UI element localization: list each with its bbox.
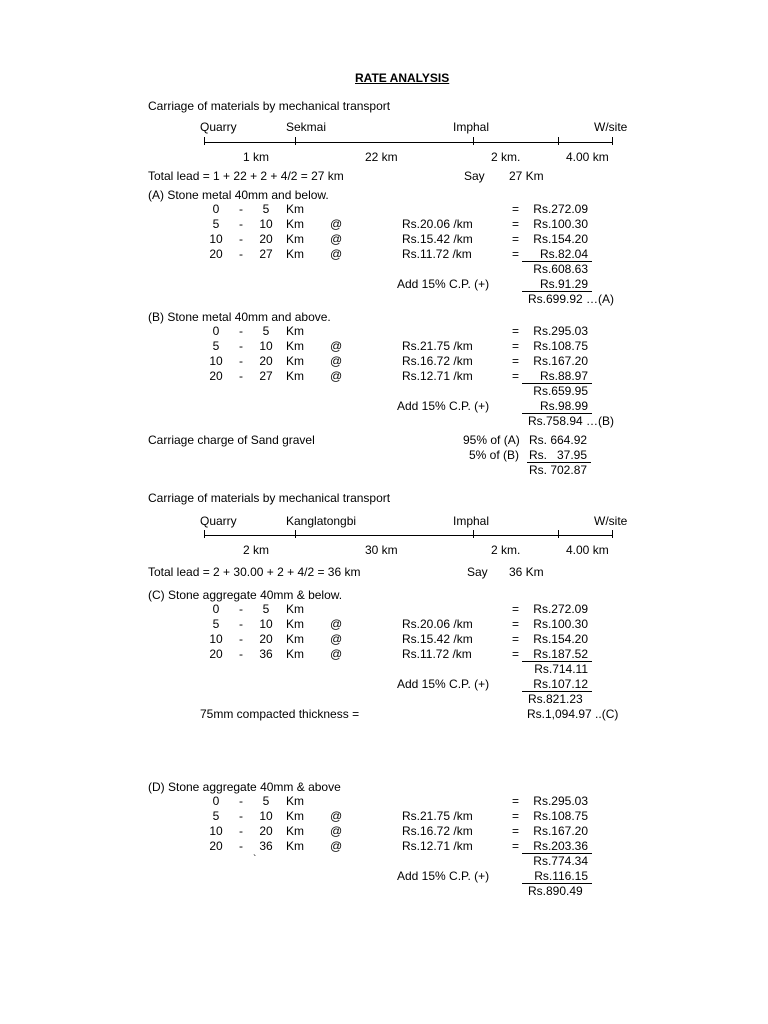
route2-dist: 4.00 km [566, 543, 609, 557]
row-amount: Rs.272.09 [533, 602, 588, 616]
row-dash: - [239, 602, 243, 616]
row-from: 10 [209, 354, 223, 368]
row-dash: - [239, 247, 243, 261]
lead1-text: Total lead = 1 + 22 + 2 + 4/2 = 27 km [148, 169, 344, 183]
row-from: 10 [209, 232, 223, 246]
route1-sekmai: Sekmai [286, 120, 327, 134]
block-subtotal: Rs.774.34 [533, 854, 588, 868]
sand-label: Carriage charge of Sand gravel [148, 433, 315, 447]
row-amount: Rs.295.03 [533, 324, 588, 338]
row-eq: = [512, 354, 520, 368]
block-subtotal: Rs.659.95 [533, 384, 588, 398]
row-to: 20 [259, 354, 273, 368]
row-amount: Rs.108.75 [533, 339, 588, 353]
row-at: @ [330, 339, 343, 353]
say1-value: 27 Km [509, 169, 544, 183]
route1-tick [204, 137, 205, 145]
row-amount: Rs.100.30 [533, 617, 588, 631]
route1-tick [612, 137, 613, 145]
row-from: 0 [212, 794, 220, 808]
row-amount: Rs.154.20 [533, 232, 588, 246]
row-eq: = [512, 632, 520, 646]
row-unit: Km [286, 602, 304, 616]
route1-tick [295, 137, 296, 145]
row-unit: Km [286, 839, 304, 853]
row-dash: - [239, 232, 243, 246]
row-rate: Rs.12.71 /km [402, 839, 473, 853]
row-unit: Km [286, 794, 304, 808]
row-from: 10 [209, 824, 223, 838]
row-to: 5 [262, 324, 270, 338]
row-at: @ [330, 617, 343, 631]
row-to: 36 [259, 647, 273, 661]
route2-tick [295, 530, 296, 538]
row-to: 20 [259, 632, 273, 646]
row-to: 5 [262, 794, 270, 808]
cp-label: Add 15% C.P. (+) [397, 399, 490, 413]
row-dash: - [239, 839, 243, 853]
row-at: @ [330, 217, 343, 231]
row-amount: Rs.167.20 [533, 824, 588, 838]
route1-line [204, 142, 612, 143]
cp-value: Rs.116.15 [534, 869, 588, 883]
block-total: Rs.821.23 [528, 692, 583, 706]
lead2-text: Total lead = 2 + 30.00 + 2 + 4/2 = 36 km [148, 565, 361, 579]
row-dash: - [239, 647, 243, 661]
row-unit: Km [286, 617, 304, 631]
compacted-value: Rs.1,094.97 ..(C) [527, 707, 619, 721]
cp-label: Add 15% C.P. (+) [397, 869, 490, 883]
row-dash: - [239, 324, 243, 338]
row-to: 10 [259, 339, 273, 353]
block-subtotal: Rs.714.11 [534, 662, 588, 676]
row-rate: Rs.20.06 /km [402, 617, 473, 631]
route1-dist: 1 km [243, 150, 270, 164]
row-at: @ [330, 369, 343, 383]
route2-tick [612, 530, 613, 538]
row-eq: = [512, 809, 520, 823]
block-heading: (D) Stone aggregate 40mm & above [148, 780, 341, 794]
row-unit: Km [286, 202, 304, 216]
row-eq: = [512, 647, 520, 661]
row-dash: - [239, 217, 243, 231]
row-unit: Km [286, 339, 304, 353]
row-eq: = [512, 324, 520, 338]
route1-quarry: Quarry [200, 120, 237, 134]
row-to: 20 [259, 824, 273, 838]
say2-label: Say [467, 565, 488, 579]
sand-line1-label: 95% of (A) [463, 433, 520, 447]
row-dash: - [239, 354, 243, 368]
block-heading: (A) Stone metal 40mm and below. [148, 188, 329, 202]
row-dash: - [239, 369, 243, 383]
row-unit: Km [286, 247, 304, 261]
row-unit: Km [286, 809, 304, 823]
say1-label: Say [464, 169, 485, 183]
row-from: 10 [209, 632, 223, 646]
row-dash: - [239, 809, 243, 823]
row-dash: - [239, 202, 243, 216]
route2-imphal: Imphal [453, 514, 490, 528]
block-total: Rs.758.94 …(B) [528, 414, 615, 428]
row-from: 0 [212, 602, 220, 616]
row-eq: = [512, 339, 520, 353]
row-amount: Rs.108.75 [533, 809, 588, 823]
sand-line1-value: Rs. 664.92 [529, 433, 588, 447]
row-dash: - [239, 794, 243, 808]
block-total: Rs.890.49 [528, 884, 583, 898]
row-to: 10 [259, 617, 273, 631]
row-from: 20 [209, 247, 223, 261]
route2-dist: 2 km. [491, 543, 521, 557]
row-at: @ [330, 839, 343, 853]
row-from: 0 [212, 324, 220, 338]
sand-total: Rs. 702.87 [529, 463, 588, 477]
cp-value: Rs.98.99 [539, 399, 588, 413]
row-amount: Rs.82.04 [539, 247, 588, 261]
row-amount: Rs.187.52 [533, 647, 588, 661]
row-at: @ [330, 632, 343, 646]
row-unit: Km [286, 369, 304, 383]
row-eq: = [512, 824, 520, 838]
route2-line [204, 535, 612, 536]
row-rate: Rs.20.06 /km [402, 217, 473, 231]
row-eq: = [512, 232, 520, 246]
row-at: @ [330, 354, 343, 368]
route2-dist: 30 km [365, 543, 398, 557]
row-rate: Rs.16.72 /km [402, 824, 473, 838]
say2-value: 36 Km [509, 565, 544, 579]
row-to: 5 [262, 602, 270, 616]
sand-line2-label: 5% of (B) [469, 448, 520, 462]
row-amount: Rs.88.97 [539, 369, 588, 383]
row-unit: Km [286, 232, 304, 246]
row-unit: Km [286, 324, 304, 338]
row-from: 5 [212, 217, 220, 231]
row-rate: Rs.16.72 /km [402, 354, 473, 368]
row-from: 5 [212, 617, 220, 631]
row-rate: Rs.12.71 /km [402, 369, 473, 383]
sand-line2-value: Rs. 37.95 [529, 448, 588, 462]
row-rate: Rs.11.72 /km [402, 247, 472, 261]
row-dash: - [239, 824, 243, 838]
row-eq: = [512, 247, 520, 261]
row-dash: - [239, 617, 243, 631]
row-eq: = [512, 202, 520, 216]
row-to: 36 [259, 839, 273, 853]
row-amount: Rs.100.30 [533, 217, 588, 231]
row-rate: Rs.15.42 /km [402, 632, 473, 646]
row-rate: Rs.21.75 /km [402, 809, 473, 823]
row-eq: = [512, 839, 520, 853]
row-to: 5 [262, 202, 270, 216]
row-unit: Km [286, 824, 304, 838]
row-to: 10 [259, 809, 273, 823]
block-heading: (B) Stone metal 40mm and above. [148, 310, 331, 324]
route2-kanglatongbi: Kanglatongbi [286, 514, 357, 528]
section2-heading: Carriage of materials by mechanical transport [148, 491, 391, 505]
row-from: 20 [209, 839, 223, 853]
row-eq: = [512, 617, 520, 631]
row-unit: Km [286, 647, 304, 661]
section1-heading: Carriage of materials by mechanical transport [148, 99, 391, 113]
block-heading: (C) Stone aggregate 40mm & below. [148, 588, 343, 602]
row-unit: Km [286, 632, 304, 646]
row-at: @ [330, 232, 343, 246]
route2-tick [558, 530, 559, 538]
row-dash: - [239, 632, 243, 646]
route2-quarry: Quarry [200, 514, 237, 528]
cp-label: Add 15% C.P. (+) [397, 277, 490, 291]
row-from: 0 [212, 202, 220, 216]
row-unit: Km [286, 354, 304, 368]
row-from: 5 [212, 809, 220, 823]
row-eq: = [512, 794, 520, 808]
block-subtotal: Rs.608.63 [533, 262, 588, 276]
row-dash: - [239, 339, 243, 353]
cp-label: Add 15% C.P. (+) [397, 677, 490, 691]
route2-dist: 2 km [243, 543, 270, 557]
route1-wsite: W/site [594, 120, 628, 134]
row-to: 27 [259, 247, 273, 261]
compacted-label: 75mm compacted thickness = [200, 707, 360, 721]
row-at: @ [330, 247, 343, 261]
route1-dist: 22 km [365, 150, 398, 164]
cp-value: Rs.107.12 [533, 677, 588, 691]
route2-tick [473, 530, 474, 538]
stray-mark: ` [253, 854, 257, 865]
row-eq: = [512, 369, 520, 383]
row-at: @ [330, 809, 343, 823]
route2-tick [204, 530, 205, 538]
row-at: @ [330, 647, 343, 661]
row-unit: Km [286, 217, 304, 231]
row-from: 20 [209, 369, 223, 383]
row-to: 10 [259, 217, 273, 231]
row-amount: Rs.203.36 [533, 839, 588, 853]
row-from: 5 [212, 339, 220, 353]
cp-value: Rs.91.29 [539, 277, 588, 291]
row-amount: Rs.295.03 [533, 794, 588, 808]
row-rate: Rs.21.75 /km [402, 339, 473, 353]
row-rate: Rs.15.42 /km [402, 232, 473, 246]
row-eq: = [512, 602, 520, 616]
row-eq: = [512, 217, 520, 231]
route1-dist: 4.00 km [566, 150, 609, 164]
route2-wsite: W/site [594, 514, 628, 528]
route1-dist: 2 km. [491, 150, 521, 164]
row-at: @ [330, 824, 343, 838]
page-title: RATE ANALYSIS [355, 71, 450, 85]
route1-imphal: Imphal [453, 120, 490, 134]
row-rate: Rs.11.72 /km [402, 647, 472, 661]
row-amount: Rs.272.09 [533, 202, 588, 216]
block-total: Rs.699.92 …(A) [528, 292, 615, 306]
row-to: 20 [259, 232, 273, 246]
row-from: 20 [209, 647, 223, 661]
row-amount: Rs.167.20 [533, 354, 588, 368]
row-amount: Rs.154.20 [533, 632, 588, 646]
route1-tick [473, 137, 474, 145]
route1-tick [558, 137, 559, 145]
row-to: 27 [259, 369, 273, 383]
